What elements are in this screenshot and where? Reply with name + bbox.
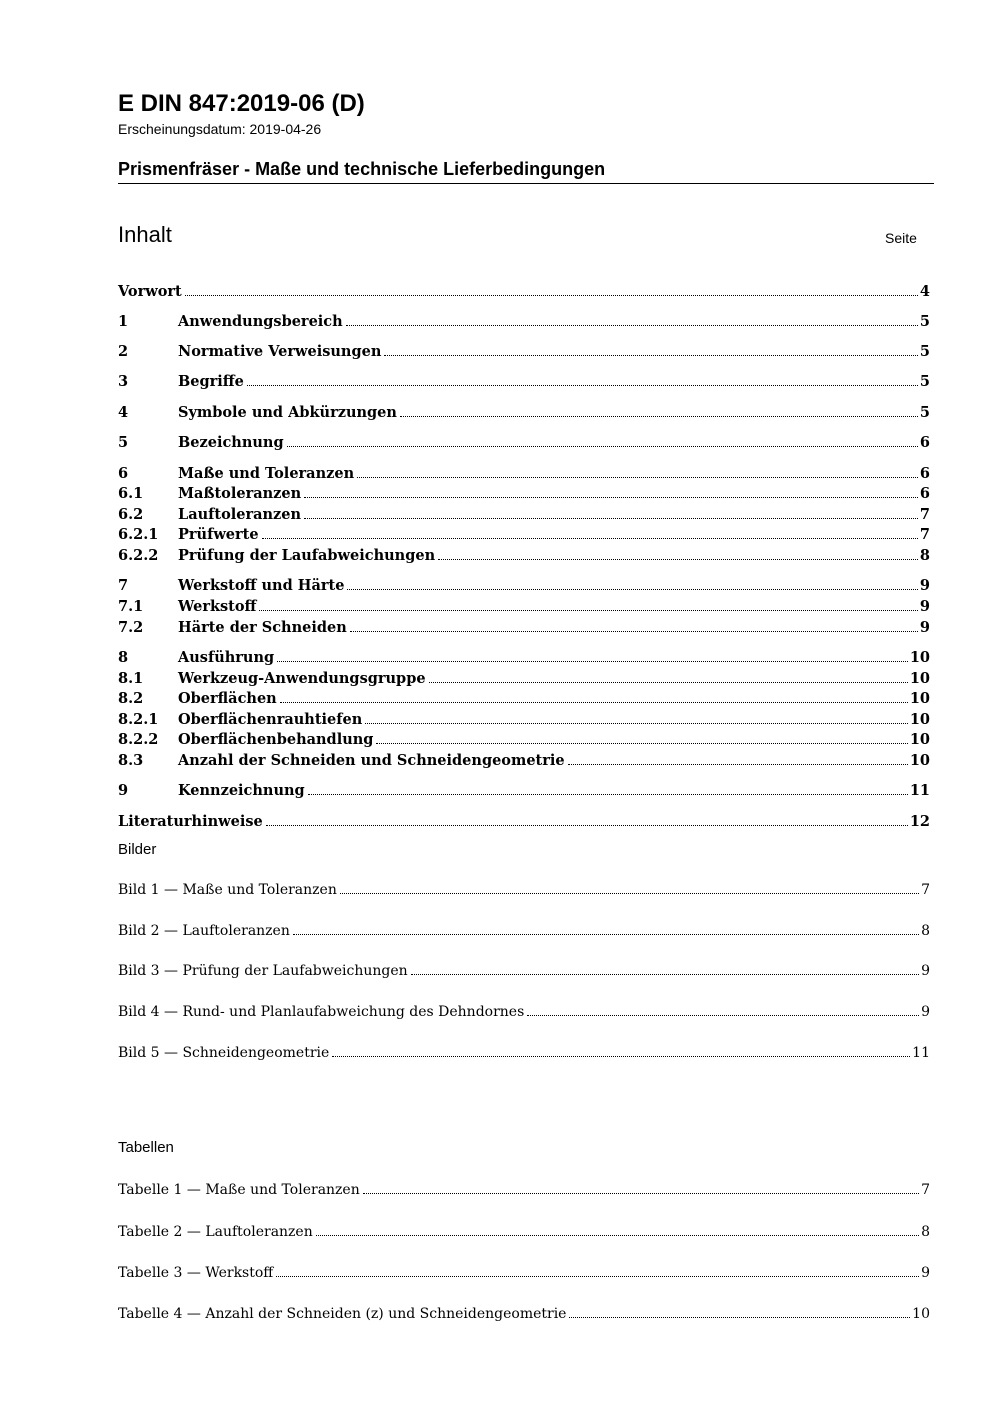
toc-leader <box>259 610 917 611</box>
toc-entry-6[interactable] <box>118 462 930 482</box>
toc-entry-6-2-1[interactable] <box>118 523 930 543</box>
toc-entry-4[interactable] <box>118 401 930 421</box>
toc-entry-vorwort[interactable] <box>118 280 930 300</box>
table-entry-4[interactable] <box>118 1302 930 1322</box>
toc-entry-8-1[interactable] <box>118 667 930 687</box>
table-page: 7 <box>921 1182 930 1198</box>
toc-number: 7.1 <box>118 598 144 615</box>
toc-page: 6 <box>919 465 930 482</box>
toc-page: 4 <box>919 283 930 300</box>
toc-title: Bezeichnung <box>178 434 284 451</box>
toc-number: 8.3 <box>118 752 144 769</box>
figure-entry-5[interactable] <box>118 1041 930 1061</box>
toc-page: 6 <box>919 485 930 502</box>
toc-title: Oberflächenbehandlung <box>178 731 374 748</box>
toc-leader <box>262 538 918 539</box>
toc-entry-8-2-1[interactable] <box>118 708 930 728</box>
toc-leader <box>332 1056 910 1057</box>
figure-entry-2[interactable] <box>118 919 930 939</box>
table-page: 9 <box>921 1265 930 1281</box>
toc-title: Normative Verweisungen <box>178 343 382 360</box>
figure-page: 9 <box>921 963 930 979</box>
toc-title: Begriffe <box>178 373 244 390</box>
toc-number: 2 <box>118 343 129 360</box>
figure-title: Bild 4 — Rund- und Planlaufabweichung des Dehndornes <box>118 1004 525 1020</box>
page-column-label: Seite <box>885 230 917 246</box>
toc-page: 5 <box>919 343 930 360</box>
toc-number: 9 <box>118 782 129 799</box>
toc-page: 8 <box>919 547 930 564</box>
toc-entry-8-3[interactable] <box>118 749 930 769</box>
toc-page: 5 <box>919 404 930 421</box>
toc-page: 10 <box>909 670 930 687</box>
table-title: Tabelle 3 — Werkstoff <box>118 1265 274 1281</box>
toc-leader <box>411 974 919 975</box>
toc-page: 7 <box>919 506 930 523</box>
table-entry-3[interactable] <box>118 1261 930 1281</box>
toc-entry-3[interactable] <box>118 370 930 390</box>
figure-page: 9 <box>921 1004 930 1020</box>
table-title: Tabelle 2 — Lauftoleranzen <box>118 1224 313 1240</box>
toc-title: Werkstoff und Härte <box>178 577 345 594</box>
figure-page: 11 <box>912 1045 930 1061</box>
figure-entry-1[interactable] <box>118 878 930 898</box>
toc-entry-8-2[interactable] <box>118 687 930 707</box>
toc-leader <box>429 682 908 683</box>
table-entry-1[interactable] <box>118 1178 930 1198</box>
toc-leader <box>350 631 918 632</box>
toc-number: 8.2.2 <box>118 731 159 748</box>
toc-entry-literatur[interactable] <box>118 810 930 830</box>
toc-title: Anzahl der Schneiden und Schneidengeometrie <box>178 752 565 769</box>
publication-date: Erscheinungsdatum: 2019-04-26 <box>118 121 322 137</box>
figures-heading: Bilder <box>118 841 157 858</box>
toc-leader <box>280 702 908 703</box>
toc-leader <box>308 794 908 795</box>
toc-title: Kennzeichnung <box>178 782 305 799</box>
toc-leader <box>357 477 918 478</box>
toc-title: Werkzeug-Anwendungsgruppe <box>178 670 426 687</box>
toc-page: 6 <box>919 434 930 451</box>
toc-title: Maße und Toleranzen <box>178 465 355 482</box>
figure-page: 8 <box>921 923 930 939</box>
toc-leader <box>277 661 908 662</box>
toc-leader <box>365 723 908 724</box>
toc-leader <box>276 1276 919 1277</box>
toc-number: 6.2.1 <box>118 526 159 543</box>
toc-title: Maßtoleranzen <box>178 485 302 502</box>
toc-entry-7[interactable] <box>118 574 930 594</box>
toc-title: Lauftoleranzen <box>178 506 302 523</box>
toc-page: 10 <box>909 752 930 769</box>
toc-page: 10 <box>909 649 930 666</box>
toc-page: 7 <box>919 526 930 543</box>
document-title: Prismenfräser - Maße und technische Lieferbedingungen <box>118 159 606 179</box>
toc-page: 9 <box>919 577 930 594</box>
toc-entry-8[interactable] <box>118 646 930 666</box>
figure-title: Bild 2 — Lauftoleranzen <box>118 923 290 939</box>
figure-page: 7 <box>921 882 930 898</box>
toc-leader <box>185 295 918 296</box>
toc-leader <box>363 1193 919 1194</box>
toc-leader <box>569 1317 910 1318</box>
toc-leader <box>347 589 917 590</box>
toc-leader <box>293 934 919 935</box>
toc-page: 5 <box>919 373 930 390</box>
figure-entry-3[interactable] <box>118 959 930 979</box>
toc-number: 4 <box>118 404 129 421</box>
toc-page: 5 <box>919 313 930 330</box>
toc-number: 8.2 <box>118 690 144 707</box>
table-title: Tabelle 4 — Anzahl der Schneiden (z) und Schneidengeometrie <box>118 1306 567 1322</box>
toc-page: 9 <box>919 619 930 636</box>
toc-title: Oberflächen <box>178 690 277 707</box>
toc-title: Prüfung der Laufabweichungen <box>178 547 436 564</box>
toc-entry-6-2[interactable] <box>118 503 930 523</box>
toc-number: 1 <box>118 313 129 330</box>
toc-entry-7-2[interactable] <box>118 616 930 636</box>
toc-number: 6.1 <box>118 485 144 502</box>
toc-leader <box>438 559 918 560</box>
toc-leader <box>304 518 918 519</box>
toc-entry-9[interactable] <box>118 779 930 799</box>
toc-page: 10 <box>909 690 930 707</box>
toc-leader <box>568 764 908 765</box>
figure-title: Bild 1 — Maße und Toleranzen <box>118 882 337 898</box>
toc-number: 8 <box>118 649 129 666</box>
toc-number: 8.1 <box>118 670 144 687</box>
toc-page: 9 <box>919 598 930 615</box>
toc-page: 11 <box>909 782 930 799</box>
tables-heading: Tabellen <box>118 1139 174 1156</box>
toc-leader <box>400 416 918 417</box>
toc-page: 12 <box>909 813 930 830</box>
toc-page: 10 <box>909 711 930 728</box>
table-page: 8 <box>921 1224 930 1240</box>
table-title: Tabelle 1 — Maße und Toleranzen <box>118 1182 360 1198</box>
toc-page: 10 <box>909 731 930 748</box>
toc-title: Prüfwerte <box>178 526 259 543</box>
toc-leader <box>376 743 907 744</box>
toc-number: 8.2.1 <box>118 711 159 728</box>
toc-leader <box>340 893 919 894</box>
toc-entry-5[interactable] <box>118 431 930 451</box>
contents-heading: Inhalt <box>118 222 172 247</box>
figure-title: Bild 5 — Schneidengeometrie <box>118 1045 330 1061</box>
toc-leader <box>346 325 918 326</box>
toc-title: Werkstoff <box>178 598 257 615</box>
toc-number: 6.2 <box>118 506 144 523</box>
toc-leader <box>316 1235 919 1236</box>
toc-leader <box>384 355 918 356</box>
toc-number: 7.2 <box>118 619 144 636</box>
toc-leader <box>266 825 908 826</box>
toc-number: 6.2.2 <box>118 547 159 564</box>
toc-entry-1[interactable] <box>118 310 930 330</box>
toc-title: Härte der Schneiden <box>178 619 347 636</box>
toc-number: 6 <box>118 465 129 482</box>
document-id: E DIN 847:2019-06 (D) <box>118 90 365 117</box>
toc-number: 7 <box>118 577 129 594</box>
toc-entry-6-2-2[interactable] <box>118 544 930 564</box>
toc-leader <box>527 1015 919 1016</box>
toc-number: 3 <box>118 373 129 390</box>
table-page: 10 <box>912 1306 930 1322</box>
table-entry-2[interactable] <box>118 1220 930 1240</box>
toc-title: Oberflächenrauhtiefen <box>178 711 363 728</box>
toc-title: Anwendungsbereich <box>178 313 343 330</box>
toc-leader <box>287 446 918 447</box>
toc-entry-6-1[interactable] <box>118 482 930 502</box>
toc-title: Ausführung <box>178 649 275 666</box>
figure-title: Bild 3 — Prüfung der Laufabweichungen <box>118 963 408 979</box>
toc-leader <box>247 385 918 386</box>
toc-title: Literaturhinweise <box>118 813 263 830</box>
title-divider <box>118 183 934 184</box>
toc-leader <box>304 497 918 498</box>
toc-entry-2[interactable] <box>118 340 930 360</box>
toc-title: Vorwort <box>118 283 182 300</box>
toc-entry-7-1[interactable] <box>118 595 930 615</box>
figure-entry-4[interactable] <box>118 1000 930 1020</box>
toc-entry-8-2-2[interactable] <box>118 728 930 748</box>
toc-number: 5 <box>118 434 129 451</box>
toc-title: Symbole und Abkürzungen <box>178 404 397 421</box>
